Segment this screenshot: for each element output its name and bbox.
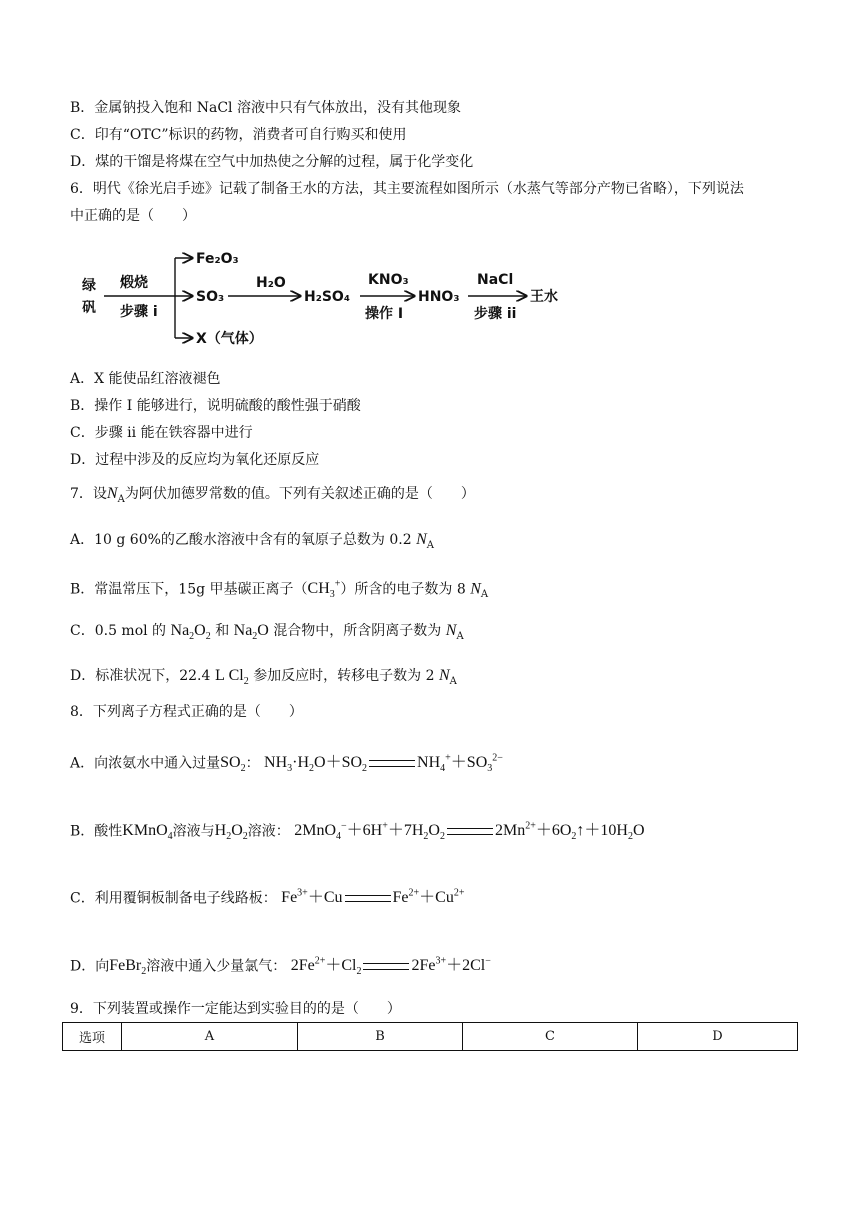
- q7-option-c: C．0.5 mol 的 $Na_2O_2$ 和 $Na_2O$ 混合物中，所含阴离子数为 $N_A$: [70, 622, 464, 643]
- q7-option-a: A．10 g 60%的乙酸水溶液中含有的氧原子总数为 0.2 $N_A$: [70, 531, 434, 551]
- flow-step1-top: 煅烧: [120, 275, 148, 291]
- flow-product-x-gas: X（气体）: [196, 331, 263, 347]
- flow-product-aqua-regia: 王水: [530, 289, 558, 305]
- table-header-cell: D: [638, 1023, 798, 1051]
- q6-option-a: A．X 能使品红溶液褪色: [70, 371, 221, 387]
- q8-option-d: D．向FeBr$_2$溶液中通入少量氯气： $2Fe^{2+}+Cl_2$ $2Fe^{3+}+2Cl^-$: [70, 956, 491, 978]
- q8-stem: 8．下列离子方程式正确的是（ ）: [70, 704, 303, 720]
- flow-product-fe2o3: Fe₂O₃: [196, 251, 239, 267]
- table-header-cell: 选项: [63, 1023, 122, 1051]
- flow-reagent-nacl: NaCl: [477, 272, 514, 288]
- process-flow-diagram: [78, 240, 578, 352]
- flow-product-h2so4: H₂SO₄: [304, 289, 350, 305]
- q6-option-d: D．过程中涉及的反应均为氧化还原反应: [70, 452, 320, 468]
- flow-operation-1: 操作 I: [365, 306, 404, 322]
- q5-option-d: D．煤的干馏是将煤在空气中加热使之分解的过程，属于化学变化: [70, 154, 474, 170]
- flow-step2-bottom: 步骤 ii: [474, 306, 517, 322]
- flow-reagent-kno3: KNO₃: [368, 272, 409, 288]
- flow-step1-bottom: 步骤 i: [120, 304, 158, 320]
- table-header-cell: A: [122, 1023, 298, 1051]
- q9-stem: 9．下列装置或操作一定能达到实验目的的是（ ）: [70, 1001, 401, 1017]
- flow-product-so3: SO₃: [196, 289, 225, 305]
- q7-option-d: D．标准状况下，22.4 L $Cl_2$ 参加反应时，转移电子数为 2 $N_A$: [70, 667, 457, 688]
- q7-stem: 7．设$N_A$为阿伏加德罗常数的值。下列有关叙述正确的是（ ）: [70, 485, 475, 505]
- q6-option-c: C．步骤 ii 能在铁容器中进行: [70, 425, 253, 441]
- q8-option-c: C．利用覆铜板制备电子线路板： $Fe^{3+}+Cu$ $Fe^{2+}+Cu^{2+}$: [70, 888, 465, 907]
- q6-stem-line2: 中正确的是（ ）: [70, 208, 196, 224]
- flow-reagent-h2o: H₂O: [256, 275, 286, 291]
- table-header-cell: C: [463, 1023, 638, 1051]
- q8-option-b: B．酸性KMnO$_4$溶液与$H_2O_2$溶液： $2MnO_4^-+6H^++7H_2O_2$ $2Mn^{2+}+6O_2↑+10H_2O$: [70, 821, 645, 843]
- flow-product-hno3: HNO₃: [418, 289, 460, 305]
- flow-start-char1: 绿: [82, 278, 96, 294]
- table-header-cell: B: [298, 1023, 463, 1051]
- q6-stem-line1: 6．明代《徐光启手迹》记载了制备王水的方法，其主要流程如图所示（水蒸气等部分产物已省略），下列说法: [70, 181, 744, 197]
- flow-start-char2: 矾: [82, 300, 96, 316]
- q7-option-b: B．常温常压下，15g 甲基碳正离子$(CH_3^+)$所含的电子数为 8 $N_A$: [70, 579, 489, 601]
- q9-options-table: [62, 1022, 798, 1051]
- q6-option-b: B．操作 I 能够进行，说明硫酸的酸性强于硝酸: [70, 398, 361, 414]
- q5-option-b: B．金属钠投入饱和 NaCl 溶液中只有气体放出，没有其他现象: [70, 100, 461, 116]
- q5-option-c: C．印有“OTC”标识的药物，消费者可自行购买和使用: [70, 127, 407, 143]
- table-row: [63, 1023, 798, 1051]
- q8-option-a: A．向浓氨水中通入过量$SO_2$： $NH_3\cdot H_2O+SO_2$ $NH_4^++SO_3^{2-}$: [70, 753, 503, 775]
